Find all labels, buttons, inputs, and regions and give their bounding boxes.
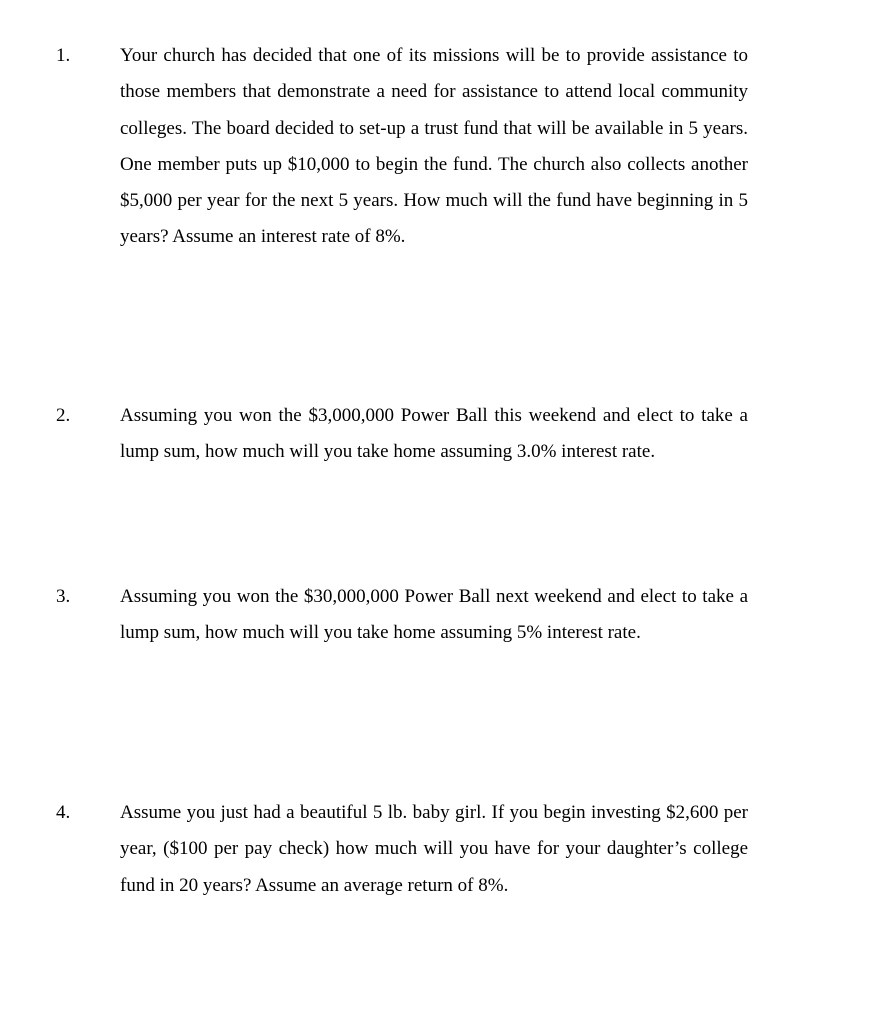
question-number: 1.: [56, 45, 71, 66]
question-text: Assume you just had a beautiful 5 lb. baby girl. If you begin investing $2,600 per year, ($100 per pay check) how much will you have for your daughter’s college fund in 20 years? Assume an average return of 8%.: [120, 802, 748, 896]
question-number: 4.: [56, 802, 71, 823]
question-number: 2.: [56, 405, 71, 426]
question-text: Assuming you won the $30,000,000 Power Ball next weekend and elect to take a lump sum, how much will you take home assuming 5% interest rate.: [120, 586, 748, 644]
question-text: Your church has decided that one of its missions will be to provide assistance to those members that demonstrate a need for assistance to attend local community colleges. The board decided to set-up a trust fund that will be available in 5 years. One member puts up $10,000 to begin the fund. The church also collects another $5,000 per year for the next 5 years. How much will the fund have beginning in 5 years? Assume an interest rate of 8%.: [120, 45, 748, 248]
question-text: Assuming you won the $3,000,000 Power Ball this weekend and elect to take a lump sum, how much will you take home assuming 3.0% interest rate.: [120, 405, 748, 463]
question-number: 3.: [56, 586, 71, 607]
